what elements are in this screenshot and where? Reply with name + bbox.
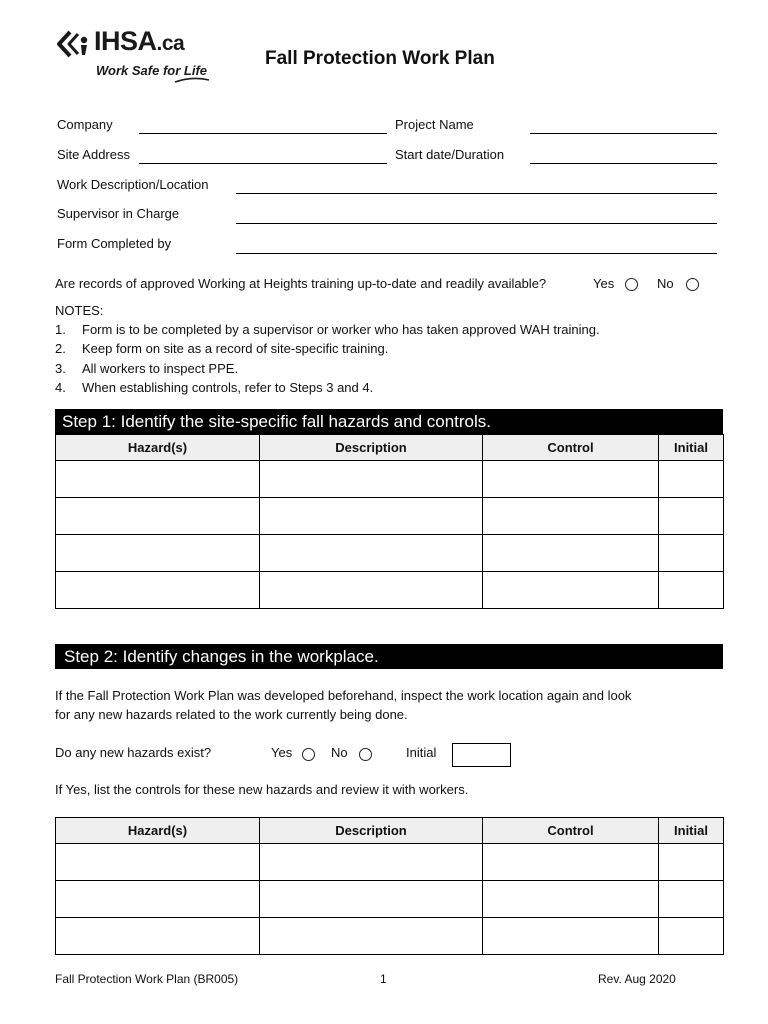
initial-cell[interactable] <box>659 918 724 955</box>
description-cell[interactable] <box>260 918 483 955</box>
description-cell[interactable] <box>260 535 483 572</box>
table-header-row <box>56 818 724 844</box>
column-header-control: Control <box>483 818 659 844</box>
new-hazards-no-radio[interactable] <box>359 748 372 761</box>
hazard-cell[interactable] <box>56 461 260 498</box>
site-address-field[interactable] <box>139 163 387 164</box>
control-cell[interactable] <box>483 498 659 535</box>
notes-list <box>55 320 600 397</box>
completed-by-label: Form Completed by <box>57 236 172 251</box>
control-cell[interactable] <box>483 918 659 955</box>
footer-page-number: 1 <box>380 972 387 986</box>
new-hazards-yes-label: Yes <box>271 745 293 760</box>
column-header-initial: Initial <box>659 818 724 844</box>
new-hazards-yes-radio[interactable] <box>302 748 315 761</box>
column-header-control: Control <box>483 435 659 461</box>
new-hazards-question: Do any new hazards exist? <box>55 745 212 760</box>
column-header-description: Description <box>260 435 483 461</box>
step2-intro-line: for any new hazards related to the work currently being done. <box>55 707 408 722</box>
column-header-hazards: Hazard(s) <box>56 818 260 844</box>
initial-cell[interactable] <box>659 498 724 535</box>
supervisor-field[interactable] <box>236 223 717 224</box>
hazard-cell[interactable] <box>56 881 260 918</box>
table-row <box>56 461 724 498</box>
training-no-radio[interactable] <box>686 278 699 291</box>
hazard-cell[interactable] <box>56 498 260 535</box>
logo-tagline: Work Safe for Life <box>96 63 208 78</box>
initial-cell[interactable] <box>659 535 724 572</box>
step2-followup: If Yes, list the controls for these new hazards and review it with workers. <box>55 782 469 797</box>
step2-intro <box>55 686 723 724</box>
initial-cell[interactable] <box>659 844 724 881</box>
training-question: Are records of approved Working at Heights training up-to-date and readily available? <box>55 276 547 291</box>
initial-input[interactable] <box>452 743 511 767</box>
control-cell[interactable] <box>483 881 659 918</box>
step1-header: Step 1: Identify the site-specific fall hazards and controls. <box>55 409 723 434</box>
hazard-cell[interactable] <box>56 844 260 881</box>
note-item: 4. When establishing controls, refer to Steps 3 and 4. <box>55 379 374 395</box>
column-header-initial: Initial <box>659 435 724 461</box>
project-name-field[interactable] <box>530 133 717 134</box>
table-row <box>56 535 724 572</box>
table-header-row <box>56 435 724 461</box>
description-cell[interactable] <box>260 881 483 918</box>
footer-document-id: Fall Protection Work Plan (BR005) <box>55 972 239 986</box>
initial-label: Initial <box>406 745 437 760</box>
project-name-label: Project Name <box>395 117 474 132</box>
notes-title: NOTES: <box>55 303 104 318</box>
hazard-cell[interactable] <box>56 572 260 609</box>
new-hazards-no-label: No <box>331 745 348 760</box>
company-label: Company <box>57 117 113 132</box>
footer-revision: Rev. Aug 2020 <box>598 972 676 986</box>
step1-table <box>55 434 724 609</box>
note-item: 3. All workers to inspect PPE. <box>55 360 239 376</box>
logo-brand: IHSA.ca <box>94 26 185 56</box>
table-row <box>56 918 724 955</box>
work-description-label: Work Description/Location <box>57 177 209 192</box>
control-cell[interactable] <box>483 844 659 881</box>
control-cell[interactable] <box>483 535 659 572</box>
logo-swoosh-icon <box>174 76 210 84</box>
description-cell[interactable] <box>260 572 483 609</box>
table-row <box>56 881 724 918</box>
initial-cell[interactable] <box>659 461 724 498</box>
hazard-cell[interactable] <box>56 918 260 955</box>
initial-cell[interactable] <box>659 881 724 918</box>
company-field[interactable] <box>139 133 387 134</box>
column-header-hazards: Hazard(s) <box>56 435 260 461</box>
note-item: 1. Form is to be completed by a supervisor or worker who has taken approved WAH training. <box>55 322 600 337</box>
training-yes-radio[interactable] <box>625 278 638 291</box>
step2-header: Step 2: Identify changes in the workplace. <box>55 644 723 669</box>
supervisor-label: Supervisor in Charge <box>57 206 180 221</box>
site-address-label: Site Address <box>57 147 130 162</box>
ihsa-logo <box>56 26 216 84</box>
document-title: Fall Protection Work Plan <box>265 48 495 69</box>
description-cell[interactable] <box>260 844 483 881</box>
start-date-field[interactable] <box>530 163 717 164</box>
hazard-cell[interactable] <box>56 535 260 572</box>
description-cell[interactable] <box>260 461 483 498</box>
table-row <box>56 844 724 881</box>
table-row <box>56 498 724 535</box>
description-cell[interactable] <box>260 498 483 535</box>
work-description-field[interactable] <box>236 193 717 194</box>
training-yes-label: Yes <box>593 276 615 291</box>
ihsa-chevron-icon <box>56 28 92 62</box>
initial-cell[interactable] <box>659 572 724 609</box>
column-header-description: Description <box>260 818 483 844</box>
training-no-label: No <box>657 276 674 291</box>
completed-by-field[interactable] <box>236 253 717 254</box>
step2-table <box>55 817 724 955</box>
control-cell[interactable] <box>483 461 659 498</box>
step2-intro-line: If the Fall Protection Work Plan was developed beforehand, inspect the work location again and look <box>55 688 632 703</box>
control-cell[interactable] <box>483 572 659 609</box>
table-row <box>56 572 724 609</box>
note-item: 2. Keep form on site as a record of site-specific training. <box>55 341 389 357</box>
start-date-label: Start date/Duration <box>395 147 505 162</box>
